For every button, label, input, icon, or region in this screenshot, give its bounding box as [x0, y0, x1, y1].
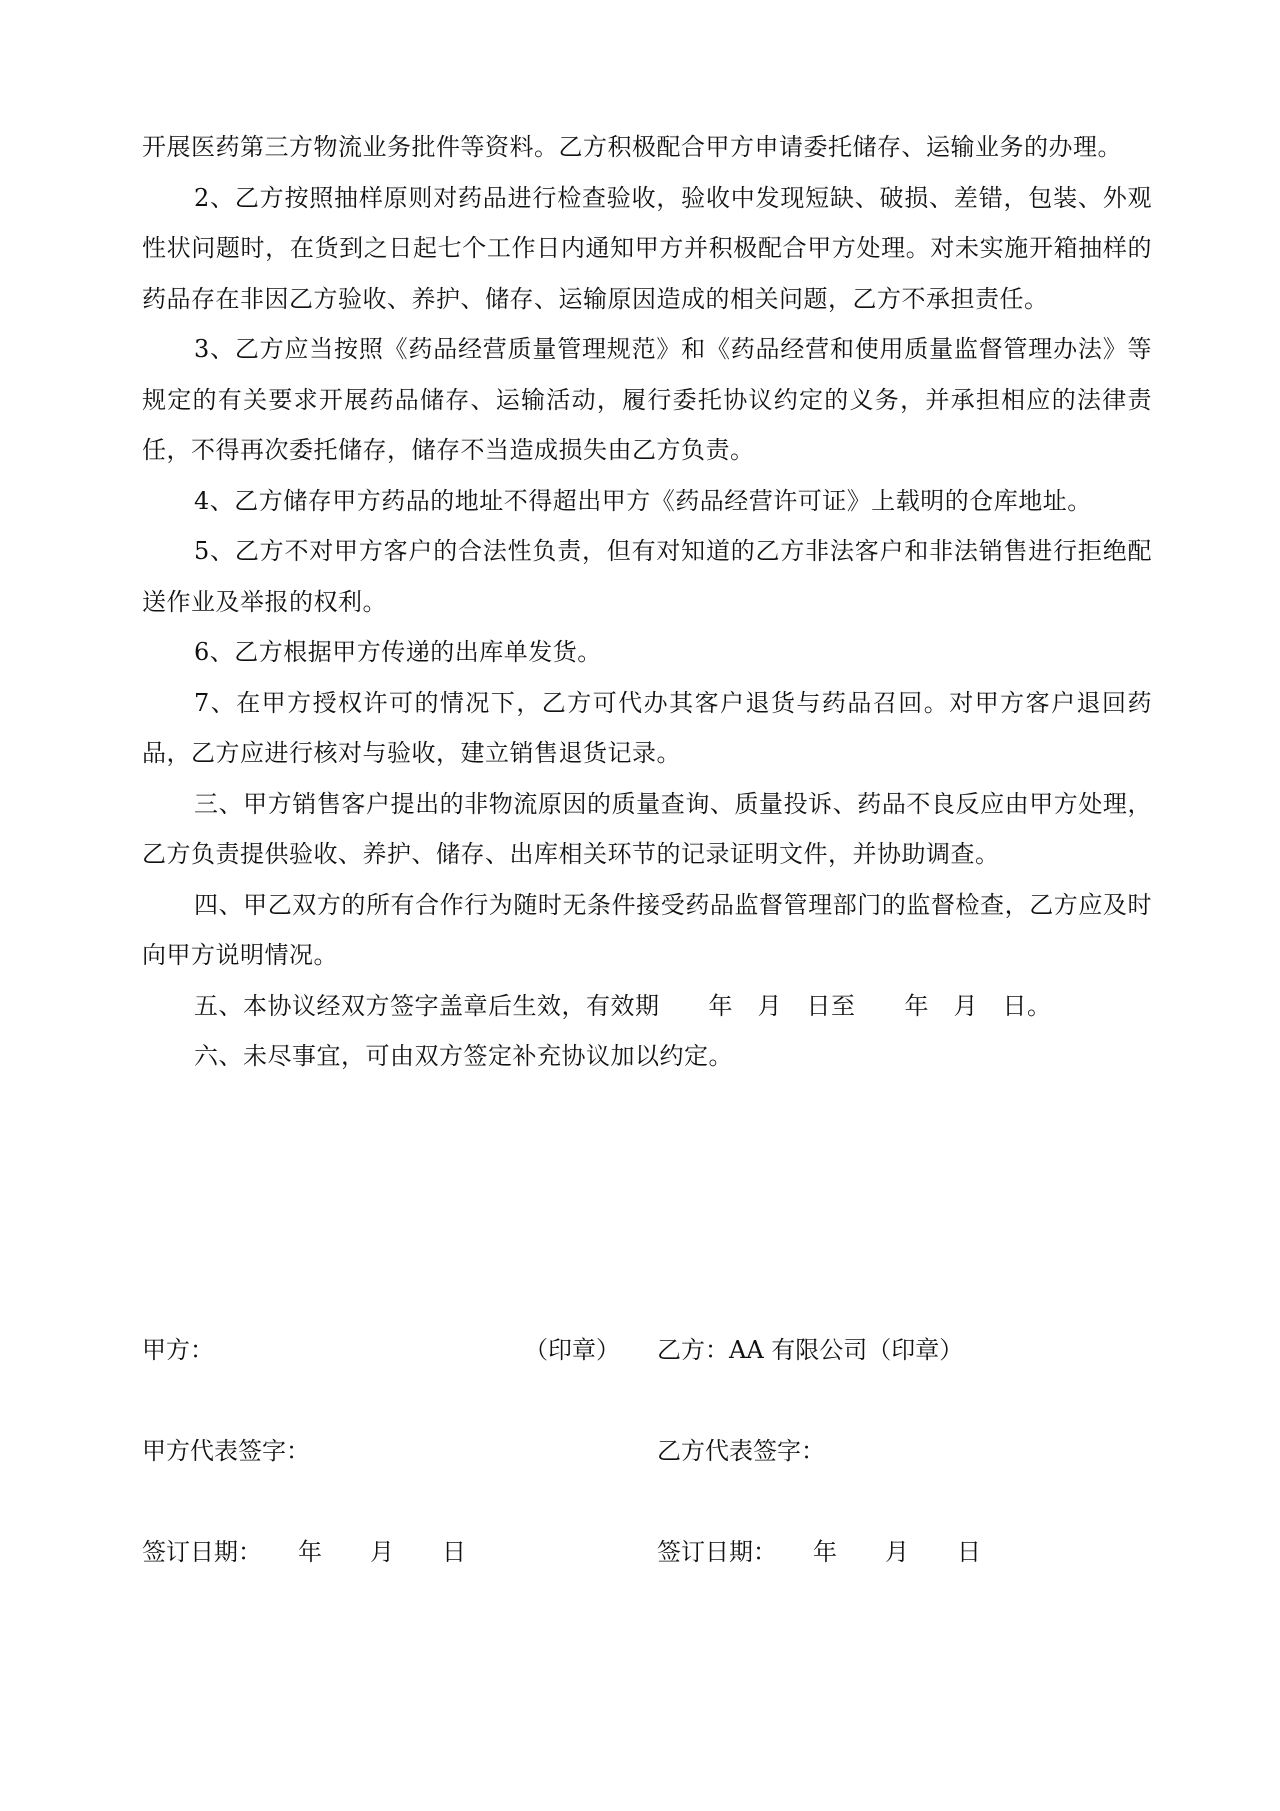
paragraph-clause-5: 5、乙方不对甲方客户的合法性负责，但有对知道的乙方非法客户和非法销售进行拒绝配送作业及举报的权利。 — [142, 537, 1152, 616]
paragraph-clause-6: 6、乙方根据甲方传递的出库单发货。 — [194, 638, 602, 666]
signature-block — [142, 1330, 1152, 1633]
paragraph-clause-7: 7、在甲方授权许可的情况下，乙方可代办其客户退货与药品召回。对甲方客户退回药品，乙方应进行核对与验收，建立销售退货记录。 — [142, 688, 1152, 767]
paragraph-section-6: 六、未尽事宜，可由双方签定补充协议加以约定。 — [194, 1042, 733, 1070]
party-a-representative: 甲方代表签字： — [142, 1437, 310, 1465]
paragraph-section-4: 四、甲乙双方的所有合作行为随时无条件接受药品监督管理部门的监督检查，乙方应及时向甲方说明情况。 — [142, 890, 1152, 969]
paragraph-clause-3: 3、乙方应当按照《药品经营质量管理规范》和《药品经营和使用质量监督管理办法》等规定的有关要求开展药品储存、运输活动，履行委托协议约定的义务，并承担相应的法律责任，不得再次委托储存，储存不当造成损失由乙方负责。 — [142, 335, 1152, 464]
party-a-label: 甲方： — [142, 1336, 214, 1364]
signature-row-parties — [142, 1330, 1152, 1431]
party-b-sign-date: 签订日期： 年 月 日 — [657, 1538, 981, 1566]
signature-row-dates — [142, 1532, 1152, 1633]
paragraph-continuation: 开展医药第三方物流业务批件等资料。乙方积极配合甲方申请委托储存、运输业务的办理。 — [142, 133, 1122, 161]
party-b-representative: 乙方代表签字： — [657, 1437, 825, 1465]
party-a-sign-date: 签订日期： 年 月 日 — [142, 1538, 466, 1566]
paragraph-clause-2: 2、乙方按照抽样原则对药品进行检查验收，验收中发现短缺、破损、差错，包装、外观性状问题时，在货到之日起七个工作日内通知甲方并积极配合甲方处理。对未实施开箱抽样的药品存在非因乙方验收、养护、储存、运输原因造成的相关问题，乙方不承担责任。 — [142, 183, 1152, 313]
paragraph-section-5: 五、本协议经双方签字盖章后生效，有效期 年 月 日至 年 月 日。 — [194, 991, 1052, 1020]
paragraph-section-3: 三、甲方销售客户提出的非物流原因的质量查询、质量投诉、药品不良反应由甲方处理，乙方负责提供验收、养护、储存、出库相关环节的记录证明文件，并协助调查。 — [142, 789, 1152, 868]
paragraph-clause-4: 4、乙方储存甲方药品的地址不得超出甲方《药品经营许可证》上载明的仓库地址。 — [194, 486, 1092, 515]
party-b-label: 乙方：AA 有限公司（印章） — [657, 1336, 964, 1364]
agreement-body — [142, 122, 1152, 1082]
party-a-seal: （印章） — [524, 1336, 620, 1364]
signature-row-representatives — [142, 1431, 1152, 1532]
